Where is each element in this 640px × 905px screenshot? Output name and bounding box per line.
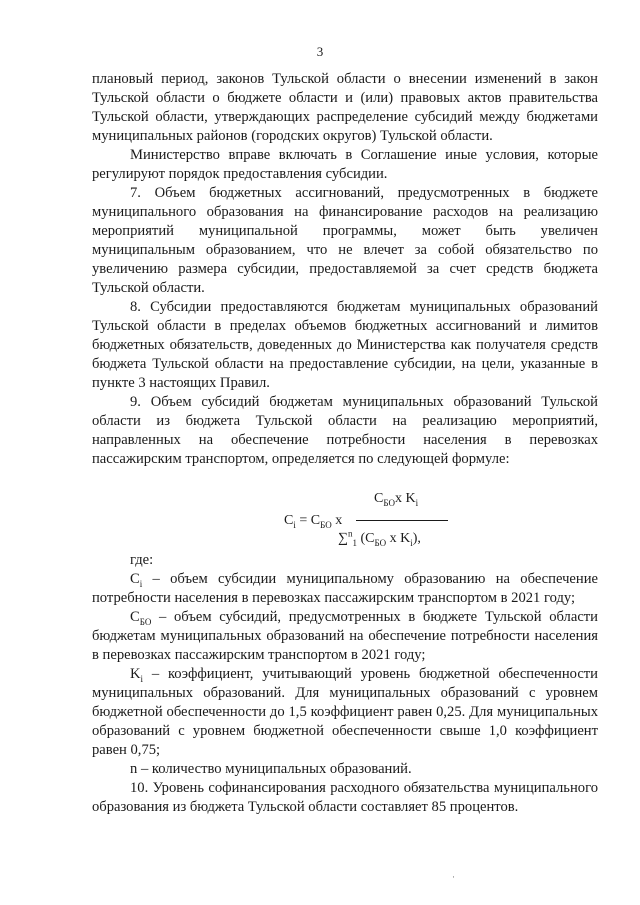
- formula-lhs: $C_i = C_{БО}$ x: [284, 513, 343, 530]
- definition-ci: $C_i$ – объем субсидии муниципальному образованию на обеспечение потребности населения в перевозках пассажирским транспортом в 2021 году;: [92, 571, 598, 606]
- definition-n: n – количество муниципальных образований.: [130, 761, 412, 777]
- fraction-bar: [356, 520, 448, 521]
- formula-denominator: ∑$^n_1$ ($C_{БО}$ x $K_i$),: [338, 528, 421, 548]
- paragraph-item-10: 10. Уровень софинансирования расходного обязательства муниципального образования из бюджета Тульской области составляет 85 процентов.: [92, 780, 598, 815]
- definition-ki: $K_i$ – коэффициент, учитывающий уровень бюджетной обеспеченности муниципальных образований. Для муниципальных образований с уровнем бюджетной обеспеченности до 1,5 коэффициент равен 0,25. Для муниципальных образований с уровнем бюджетной обеспеченности свыше 1,0 коэффициент равен 0,75;: [92, 666, 598, 758]
- footer-mark: ·: [452, 872, 455, 882]
- paragraph-ministry-conditions: Министерство вправе включать в Соглашение иные условия, которые регулируют порядок предоставления субсидии.: [92, 147, 598, 182]
- subsidy-formula: [92, 473, 598, 548]
- paragraph-continuation: плановый период, законов Тульской области о внесении изменений в закон Тульской области о бюджете области и (или) правовых актов правительства Тульской области, утверждающих распределение субсидий между бюджетами муниципальных районов (городских округов) Тульской области.: [92, 71, 598, 144]
- paragraph-item-7: 7. Объем бюджетных ассигнований, предусмотренных в бюджете муниципального образования на финансирование расходов на реализацию мероприятий муниципальной программы, может быть увеличен муниципальным образованием, что не влечет за собой обязательство по увеличению размера субсидии, предоставляемой за счет средств бюджета Тульской области.: [92, 185, 598, 296]
- paragraph-item-8: 8. Субсидии предоставляются бюджетам муниципальных образований Тульской области в пределах объемов бюджетных ассигнований и лимитов бюджетных обязательств, доведенных до Министерства как получателя средств бюджета Тульской области на предоставление субсидии, на цели, указанные в пункте 3 настоящих Правил.: [92, 299, 598, 391]
- formula-numerator: $C_{БО}x$ $K_i$: [374, 491, 419, 508]
- where-label: где:: [130, 552, 154, 568]
- document-body: [92, 70, 598, 817]
- definition-cbo: $C_{БО}$ – объем субсидий, предусмотренных в бюджете Тульской области бюджетам муниципальных образований на обеспечение потребности населения в перевозках пассажирским транспортом в 2021 году;: [92, 609, 598, 663]
- paragraph-item-9: 9. Объем субсидий бюджетам муниципальных образований Тульской области из бюджета Тульской области на реализацию мероприятий, направленных на обеспечение потребности населения в перевозках пассажирским транспортом, определяется по следующей формуле:: [92, 394, 598, 467]
- page-number: 3: [316, 44, 324, 59]
